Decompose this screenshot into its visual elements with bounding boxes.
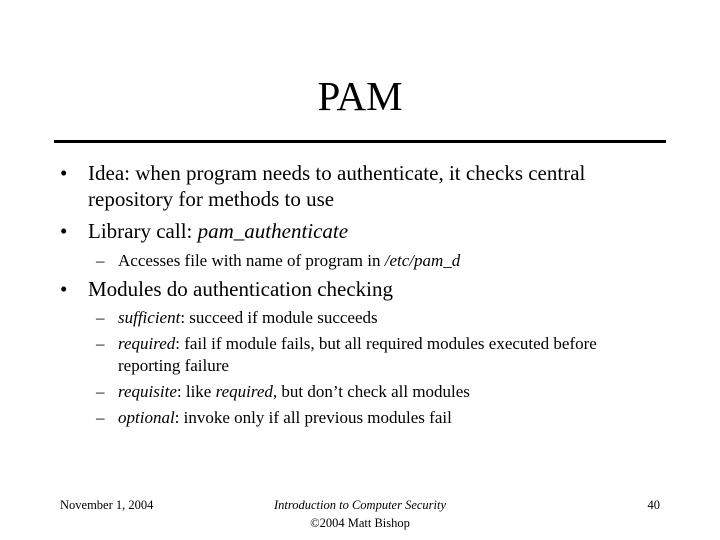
bullet-symbol: •: [60, 277, 68, 301]
sub-bullet-text-segment: optional: [118, 408, 175, 427]
dash-symbol: –: [96, 382, 105, 401]
sub-bullet-text-segment: : succeed if module succeeds: [180, 308, 378, 327]
bullet-text: [88, 218, 668, 244]
bullet-text-segment: pam_authenticate: [197, 219, 349, 243]
sub-bullet-text: [118, 381, 658, 403]
slide-title: PAM: [317, 73, 403, 119]
dash-symbol: –: [96, 251, 105, 270]
bullet-symbol: •: [60, 161, 68, 185]
sub-bullet-text-segment: /etc/pam_d: [384, 251, 461, 270]
bullet-text-segment: Modules do authentication checking: [88, 277, 394, 301]
dash-symbol: –: [96, 408, 105, 427]
bullet-text: [88, 160, 668, 212]
sub-bullet-text-segment: sufficient: [118, 308, 181, 327]
footer-copyright: ©2004 Matt Bishop: [310, 516, 410, 530]
sub-bullet-text-segment: : like: [176, 382, 216, 401]
sub-bullet-text-segment: : fail if module fails, but all required modules executed before reporting failure: [118, 334, 597, 375]
title-divider: [54, 140, 666, 143]
dash-symbol: –: [96, 334, 105, 353]
sub-bullet-text: [118, 307, 658, 329]
dash-symbol: –: [96, 308, 105, 327]
footer-course-text: Introduction to Computer Security: [273, 498, 447, 512]
footer-page-number: 40: [647, 498, 660, 512]
bullet-symbol: •: [60, 219, 68, 243]
footer-date: November 1, 2004: [60, 498, 154, 512]
footer-center: [210, 496, 510, 532]
sub-bullet-text-segment: , but don’t check all modules: [272, 382, 470, 401]
sub-bullet-text: [118, 250, 658, 272]
sub-bullet-text: [118, 333, 658, 377]
sub-bullet-text-segment: required: [215, 382, 273, 401]
sub-bullet-text-segment: required: [118, 334, 176, 353]
sub-bullet-text-segment: Accesses file with name of program in: [118, 251, 385, 270]
sub-bullet-text-segment: : invoke only if all previous modules fail: [174, 408, 452, 427]
footer-course: [210, 496, 510, 514]
bullet-text-segment: Library call:: [88, 219, 198, 243]
bullet-text-segment: Idea: when program needs to authenticate, it checks central repository for methods to use: [88, 161, 586, 211]
sub-bullet-text-segment: requisite: [118, 382, 177, 401]
bullet-text: [88, 276, 668, 302]
sub-bullet-text: [118, 407, 658, 429]
